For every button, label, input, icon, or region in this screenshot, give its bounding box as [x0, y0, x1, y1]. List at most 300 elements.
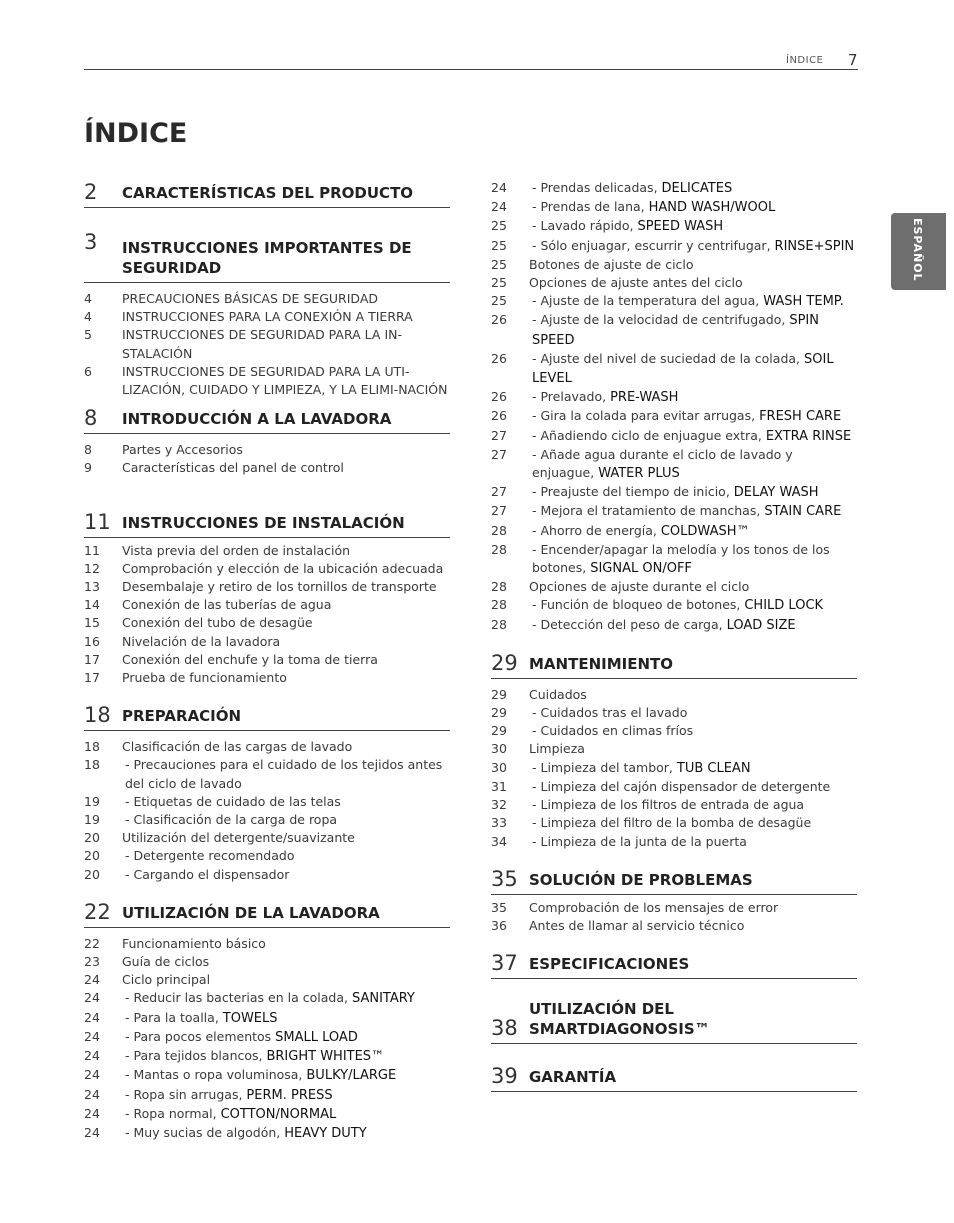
entry-label: - Detergente recomendado — [125, 848, 295, 864]
entry-label: - Preajuste del tiempo de inicio, — [532, 484, 730, 500]
entry-text — [122, 290, 450, 308]
entry-text — [529, 427, 857, 446]
entry-text — [529, 311, 857, 349]
entry-text — [122, 1009, 450, 1028]
toc-entry[interactable] — [84, 1047, 450, 1066]
toc-entry[interactable] — [491, 179, 857, 198]
toc-entry[interactable] — [84, 1028, 450, 1047]
entry-page-number: 24 — [491, 180, 507, 195]
toc-entry[interactable] — [491, 388, 857, 407]
toc-section-heading[interactable] — [84, 230, 450, 283]
page-number: 7 — [848, 51, 858, 69]
entry-label: Conexión del tubo de desagüe — [122, 615, 313, 631]
entry-label: - Precauciones para el cuidado de los tejidos antes del ciclo de lavado — [125, 757, 443, 791]
section-number: 8 — [84, 406, 98, 431]
section-title: UTILIZACIÓN DEL SMARTDIAGONOSIS™ — [529, 1000, 710, 1039]
toc-entry[interactable] — [491, 237, 857, 256]
entry-keyword: DELICATES — [661, 181, 733, 196]
toc-entry[interactable] — [84, 989, 450, 1008]
entry-label: - Encender/apagar la melodía y los tonos de los botones, — [532, 541, 830, 576]
entry-page-number: 24 — [491, 199, 507, 215]
entry-label: - Mejora el tratamiento de manchas, — [532, 503, 761, 519]
entry-label: Botones de ajuste de ciclo — [529, 256, 694, 272]
entry-page-number: 6 — [84, 363, 92, 379]
entry-label: Conexión del enchufe y la toma de tierra — [122, 651, 378, 667]
toc-entry[interactable] — [84, 953, 450, 971]
entry-label: - Prelavado, — [532, 389, 607, 405]
entry-label: Características del panel de control — [122, 460, 344, 476]
entry-label: Antes de llamar al servicio técnico — [529, 917, 745, 933]
section-title: GARANTÍA — [529, 1068, 617, 1087]
entry-keyword: TUB CLEAN — [676, 760, 751, 776]
entry-page-number: 30 — [491, 741, 507, 757]
entry-page-number: 14 — [84, 597, 100, 613]
toc-entry[interactable] — [84, 651, 450, 669]
entry-text — [529, 578, 857, 596]
toc-section-heading[interactable] — [84, 406, 450, 434]
entry-label: Desembalaje y retiro de los tornillos de transporte — [122, 579, 437, 595]
section-entries — [84, 542, 450, 688]
entry-label: Cuidados — [529, 686, 587, 702]
entry-text — [529, 522, 857, 541]
entry-page-number: 4 — [84, 291, 92, 306]
toc-right-column — [491, 179, 857, 1092]
entry-page-number: 27 — [491, 427, 507, 443]
entry-label: INSTRUCCIONES PARA LA CONEXIÓN A TIERRA — [122, 309, 413, 325]
entry-text — [529, 198, 857, 217]
entry-text — [122, 847, 450, 865]
section-title: PREPARACIÓN — [122, 707, 242, 726]
toc-entry[interactable] — [491, 502, 857, 521]
entry-page-number: 20 — [84, 830, 100, 846]
section-number: 38 — [491, 1016, 518, 1041]
toc-entry[interactable] — [84, 1009, 450, 1028]
section-title: INSTRUCCIONES IMPORTANTES DE SEGURIDAD — [122, 239, 412, 277]
entry-keyword: BULKY/LARGE — [306, 1068, 397, 1084]
entry-text — [529, 407, 857, 426]
entry-page-number: 29 — [491, 705, 507, 721]
toc-entry[interactable] — [84, 633, 450, 651]
language-tab[interactable] — [891, 213, 946, 290]
toc-entry[interactable] — [491, 274, 857, 292]
entry-text — [122, 1066, 450, 1085]
entry-label: - Limpieza de la junta de la puerta — [532, 833, 747, 849]
entry-page-number: 28 — [491, 541, 507, 557]
toc-entry[interactable] — [491, 917, 857, 935]
entry-text — [122, 651, 450, 669]
section-number: 35 — [491, 866, 518, 891]
toc-entry[interactable] — [84, 441, 450, 459]
entry-text — [529, 814, 857, 832]
entry-page-number: 25 — [491, 256, 507, 272]
entry-page-number: 25 — [491, 218, 507, 234]
entry-text — [122, 363, 450, 399]
entry-text — [529, 740, 857, 758]
entry-label: - Limpieza del cajón dispensador de detergente — [532, 778, 831, 794]
entry-page-number: 17 — [84, 651, 100, 667]
entry-text — [122, 756, 450, 792]
toc-entry[interactable] — [84, 1124, 450, 1143]
entry-text — [122, 578, 450, 596]
entry-keyword: CHILD LOCK — [744, 598, 824, 614]
entry-label: - Ahorro de energía, — [532, 522, 657, 538]
entry-text — [122, 669, 450, 687]
entry-page-number: 4 — [84, 309, 92, 325]
entry-text — [122, 596, 450, 614]
toc-entry[interactable] — [491, 522, 857, 541]
entry-label: INSTRUCCIONES DE SEGURIDAD PARA LA IN-STALACIÓN — [122, 327, 402, 361]
entry-page-number: 27 — [491, 446, 507, 462]
entry-page-number: 26 — [491, 389, 507, 405]
toc-entry[interactable] — [84, 738, 450, 756]
entry-page-number: 25 — [491, 237, 507, 253]
section-title: SOLUCIÓN DE PROBLEMAS — [529, 870, 753, 889]
toc-entry[interactable] — [84, 459, 450, 477]
toc-entry[interactable] — [491, 292, 857, 311]
entry-label: - Prendas de lana, — [532, 199, 645, 215]
entry-text — [529, 686, 857, 704]
entry-text — [122, 459, 450, 477]
toc-entry[interactable] — [84, 614, 450, 632]
entry-text — [122, 1124, 450, 1143]
entry-page-number: 31 — [491, 778, 507, 794]
toc-entry[interactable] — [491, 596, 857, 615]
entry-label: Nivelación de la lavadora — [122, 633, 281, 649]
entry-label: - Limpieza de los filtros de entrada de agua — [532, 797, 805, 813]
section-entries — [491, 179, 857, 635]
toc-entry[interactable] — [84, 560, 450, 578]
entry-label: - Para tejidos blancos, — [125, 1048, 263, 1064]
entry-text — [529, 778, 857, 796]
entry-text — [122, 542, 450, 560]
toc-section-heading[interactable] — [84, 510, 450, 538]
entry-page-number: 8 — [84, 442, 92, 458]
entry-text — [122, 1105, 450, 1124]
toc-section-heading[interactable] — [491, 951, 857, 979]
entry-page-number: 24 — [84, 1105, 100, 1121]
toc-entry[interactable] — [491, 759, 857, 778]
toc-entry[interactable] — [491, 704, 857, 722]
toc-entry[interactable] — [491, 722, 857, 740]
toc-left-column — [84, 180, 450, 1143]
entry-label: - Clasificación de la carga de ropa — [125, 812, 338, 828]
entry-label: - Reducir las bacterias en la colada, — [125, 990, 348, 1006]
entry-keyword: SPEED WASH — [637, 219, 724, 235]
entry-page-number: 25 — [491, 275, 507, 291]
entry-page-number: 24 — [84, 1124, 100, 1140]
section-number: 37 — [491, 951, 518, 976]
entry-text — [122, 560, 450, 578]
entry-page-number: 9 — [84, 460, 92, 476]
entry-text — [529, 237, 857, 256]
toc-section-heading[interactable] — [491, 867, 857, 895]
entry-text — [122, 1028, 450, 1047]
entry-page-number: 25 — [491, 293, 507, 309]
toc-entry[interactable] — [84, 326, 450, 362]
entry-text — [529, 256, 857, 274]
entry-page-number: 36 — [491, 917, 507, 933]
toc-entry[interactable] — [491, 796, 857, 814]
entry-page-number: 35 — [491, 899, 507, 915]
entry-text — [529, 796, 857, 814]
entry-page-number: 17 — [84, 670, 100, 686]
section-entries — [84, 738, 450, 884]
entry-label: Utilización del detergente/suavizante — [122, 830, 355, 846]
entry-text — [529, 917, 857, 935]
section-number: 22 — [84, 899, 111, 924]
entry-page-number: 24 — [84, 1048, 100, 1064]
entry-text — [529, 446, 857, 483]
entry-page-number: 24 — [84, 1086, 100, 1102]
entry-text — [122, 1047, 450, 1066]
entry-text — [122, 866, 450, 884]
entry-page-number: 15 — [84, 615, 100, 631]
entry-label: - Sólo enjuagar, escurrir y centrifugar, — [532, 237, 771, 253]
entry-page-number: 11 — [84, 542, 100, 558]
entry-text — [122, 308, 450, 326]
entry-page-number: 28 — [491, 616, 507, 632]
section-number: 18 — [84, 703, 111, 728]
section-number: 11 — [84, 509, 111, 534]
entry-text — [529, 217, 857, 236]
entry-keyword: FRESH CARE — [759, 409, 842, 425]
entry-text — [529, 274, 857, 292]
toc-section-heading[interactable] — [491, 1064, 857, 1092]
entry-label: - Ajuste de la temperatura del agua, — [532, 293, 760, 309]
toc-entry[interactable] — [84, 669, 450, 687]
entry-page-number: 24 — [84, 990, 100, 1006]
toc-entry[interactable] — [84, 1105, 450, 1124]
entry-label: Clasificación de las cargas de lavado — [122, 739, 353, 755]
toc-entry[interactable] — [84, 542, 450, 560]
entry-page-number: 22 — [84, 935, 100, 951]
header-label: ÍNDICE — [786, 55, 824, 66]
section-number: 39 — [491, 1064, 518, 1089]
entry-label: Vista previa del orden de instalación — [122, 542, 351, 558]
entry-keyword: WATER PLUS — [598, 466, 680, 482]
entry-keyword: SPIN SPEED — [532, 313, 819, 348]
entry-label: Comprobación y elección de la ubicación adecuada — [122, 560, 444, 576]
entry-text — [529, 350, 857, 388]
entry-keyword: SIGNAL ON/OFF — [590, 561, 692, 577]
entry-text — [529, 616, 857, 635]
toc-entry[interactable] — [491, 899, 857, 917]
entry-page-number: 18 — [84, 757, 100, 773]
toc-section-heading[interactable] — [84, 703, 450, 731]
entry-text — [122, 614, 450, 632]
entry-text — [122, 829, 450, 847]
entry-keyword: HAND WASH/WOOL — [648, 200, 776, 216]
entry-label: - Detección del peso de carga, — [532, 616, 723, 632]
toc-entry[interactable] — [491, 778, 857, 796]
entry-label: - Añadiendo ciclo de enjuague extra, — [532, 427, 762, 443]
entry-label: - Etiquetas de cuidado de las telas — [125, 793, 341, 809]
entry-text — [529, 502, 857, 521]
entry-page-number: 28 — [491, 579, 507, 595]
entry-page-number: 24 — [84, 1028, 100, 1044]
section-title: INSTRUCCIONES DE INSTALACIÓN — [122, 513, 405, 532]
entry-label: - Cuidados en climas fríos — [532, 723, 694, 739]
entry-page-number: 29 — [491, 686, 507, 702]
toc-entry[interactable] — [491, 740, 857, 758]
entry-page-number: 26 — [491, 312, 507, 328]
toc-entry[interactable] — [491, 814, 857, 832]
toc-entry[interactable] — [491, 446, 857, 483]
toc-entry[interactable] — [84, 308, 450, 326]
toc-entry[interactable] — [491, 686, 857, 704]
toc-entry[interactable] — [84, 829, 450, 847]
toc-entry[interactable] — [491, 350, 857, 388]
entry-label: - Para la toalla, — [125, 1009, 219, 1025]
toc-entry[interactable] — [84, 847, 450, 865]
entry-keyword: BRIGHT WHITES™ — [266, 1049, 385, 1065]
section-title: CARACTERÍSTICAS DEL PRODUCTO — [122, 184, 414, 202]
entry-text — [529, 722, 857, 740]
entry-page-number: 24 — [84, 972, 100, 988]
toc-entry[interactable] — [84, 866, 450, 884]
toc-entry[interactable] — [84, 1066, 450, 1085]
section-entries — [84, 441, 450, 477]
entry-text — [529, 179, 857, 198]
entry-label: Opciones de ajuste antes del ciclo — [529, 275, 743, 291]
entry-text — [529, 483, 857, 502]
entry-label: - Lavado rápido, — [532, 218, 634, 234]
entry-keyword: SMALL LOAD — [275, 1029, 358, 1045]
entry-keyword: RINSE+SPIN — [774, 238, 855, 254]
entry-keyword: HEAVY DUTY — [284, 1125, 367, 1141]
toc-entry[interactable] — [84, 793, 450, 811]
entry-text — [529, 759, 857, 778]
entry-text — [122, 441, 450, 459]
entry-text — [529, 899, 857, 917]
entry-text — [122, 793, 450, 811]
entry-label: - Ropa normal, — [125, 1105, 217, 1121]
entry-page-number: 23 — [84, 954, 100, 970]
entry-label: - Limpieza del tambor, — [532, 759, 673, 775]
entry-keyword: PERM. PRESS — [246, 1087, 333, 1103]
toc-entry[interactable] — [491, 578, 857, 596]
toc-entry[interactable] — [491, 616, 857, 635]
entry-keyword: EXTRA RINSE — [765, 428, 852, 444]
toc-entry[interactable] — [491, 198, 857, 217]
header-divider — [84, 69, 858, 70]
toc-entry[interactable] — [84, 290, 450, 308]
entry-label: - Añade agua durante el ciclo de lavado y enjuague, — [532, 446, 793, 481]
entry-label: - Cargando el dispensador — [125, 866, 290, 882]
entry-page-number: 19 — [84, 812, 100, 828]
entry-label: - Ajuste del nivel de suciedad de la colada, — [532, 350, 801, 366]
toc-section-heading[interactable] — [84, 900, 450, 928]
toc-entry[interactable] — [84, 971, 450, 989]
entry-page-number: 5 — [84, 327, 92, 343]
toc-entry[interactable] — [491, 311, 857, 349]
language-tab-label: ESPAÑOL — [911, 218, 924, 282]
entry-text — [122, 326, 450, 362]
entry-page-number: 24 — [84, 1009, 100, 1025]
entry-text — [122, 989, 450, 1008]
section-entries — [491, 686, 857, 851]
entry-label: - Gira la colada para evitar arrugas, — [532, 408, 756, 424]
entry-page-number: 28 — [491, 597, 507, 613]
toc-entry[interactable] — [84, 1086, 450, 1105]
entry-label: - Ropa sin arrugas, — [125, 1086, 243, 1102]
entry-label: Comprobación de los mensajes de error — [529, 899, 779, 915]
toc-section-heading[interactable] — [491, 651, 857, 679]
entry-page-number: 26 — [491, 350, 507, 366]
entry-label: - Prendas delicadas, — [532, 180, 658, 195]
entry-text — [122, 738, 450, 756]
entry-text — [529, 704, 857, 722]
entry-label: - Limpieza del filtro de la bomba de desagüe — [532, 815, 812, 831]
entry-keyword: COTTON/NORMAL — [220, 1106, 337, 1122]
section-entries — [84, 290, 450, 399]
section-title: INTRODUCCIÓN A LA LAVADORA — [122, 410, 392, 429]
toc-entry[interactable] — [491, 483, 857, 502]
entry-text — [122, 971, 450, 989]
entry-label: - Para pocos elementos — [125, 1028, 272, 1044]
entry-label: Partes y Accesorios — [122, 442, 243, 458]
toc-entry[interactable] — [491, 427, 857, 446]
entry-label: - Cuidados tras el lavado — [532, 705, 688, 721]
entry-page-number: 27 — [491, 503, 507, 519]
toc-entry[interactable] — [491, 256, 857, 274]
toc-entry[interactable] — [491, 217, 857, 236]
entry-text — [529, 388, 857, 407]
entry-label: Opciones de ajuste durante el ciclo — [529, 579, 750, 595]
entry-keyword: LOAD SIZE — [726, 617, 796, 633]
entry-text — [122, 633, 450, 651]
toc-entry[interactable] — [84, 811, 450, 829]
entry-text — [529, 541, 857, 578]
toc-entry[interactable] — [84, 578, 450, 596]
toc-section-heading[interactable] — [84, 180, 450, 208]
toc-entry[interactable] — [491, 407, 857, 426]
entry-label: - Ajuste de la velocidad de centrifugado, — [532, 312, 786, 328]
section-title: MANTENIMIENTO — [529, 654, 673, 673]
toc-entry[interactable] — [491, 833, 857, 851]
toc-entry[interactable] — [84, 756, 450, 792]
section-entries — [84, 935, 450, 1143]
entry-keyword: COLDWASH™ — [660, 523, 750, 539]
entry-text — [122, 811, 450, 829]
entry-page-number: 24 — [84, 1067, 100, 1083]
toc-section-heading[interactable] — [491, 999, 857, 1044]
section-number: 29 — [491, 650, 518, 675]
entry-page-number: 33 — [491, 815, 507, 831]
toc-entry[interactable] — [491, 541, 857, 578]
entry-label: - Mantas o ropa voluminosa, — [125, 1067, 303, 1083]
section-number: 3 — [84, 230, 98, 254]
toc-entry[interactable] — [84, 935, 450, 953]
entry-page-number: 19 — [84, 793, 100, 809]
entry-text — [529, 292, 857, 311]
entry-page-number: 12 — [84, 560, 100, 576]
entry-text — [529, 833, 857, 851]
section-entries — [491, 899, 857, 935]
entry-label: PRECAUCIONES BÁSICAS DE SEGURIDAD — [122, 291, 379, 306]
entry-label: - Muy sucias de algodón, — [125, 1124, 281, 1140]
entry-keyword: DELAY WASH — [733, 485, 819, 501]
entry-keyword: PRE-WASH — [610, 390, 679, 406]
entry-page-number: 13 — [84, 579, 100, 595]
entry-page-number: 29 — [491, 723, 507, 739]
toc-entry[interactable] — [84, 363, 450, 399]
entry-text — [122, 953, 450, 971]
entry-page-number: 28 — [491, 522, 507, 538]
toc-entry[interactable] — [84, 596, 450, 614]
entry-label: Prueba de funcionamiento — [122, 670, 287, 686]
section-title: UTILIZACIÓN DE LA LAVADORA — [122, 903, 380, 922]
